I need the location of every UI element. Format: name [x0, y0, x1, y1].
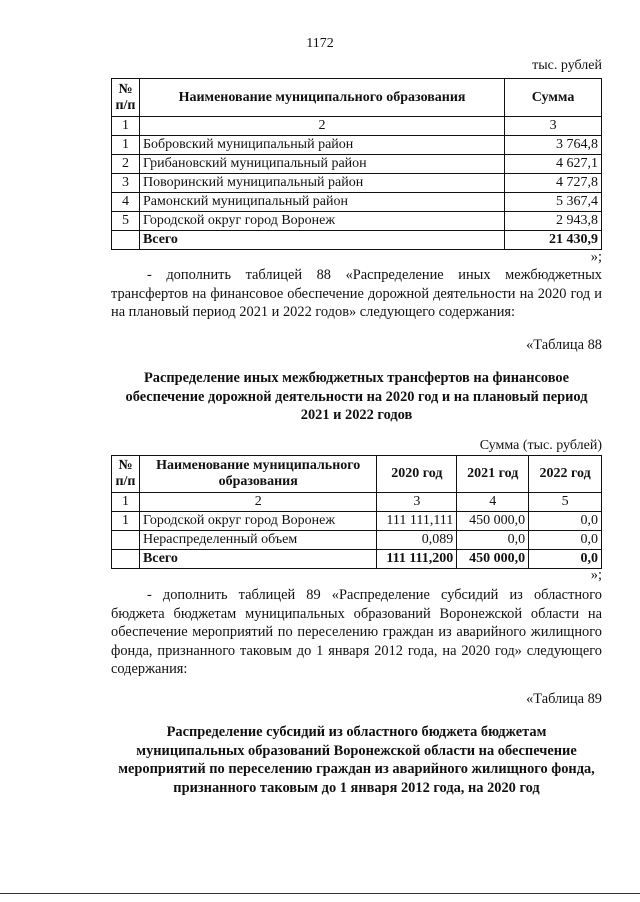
table88-closing: »;: [590, 567, 602, 583]
table1-total-row: [112, 231, 602, 250]
row-2021: 450 000,0: [457, 512, 529, 531]
table1: [111, 78, 602, 250]
table89-title: Распределение субсидий из областного бюджета бюджетам муниципальных образований Воронежской области на обеспечение мероприятий по переселению граждан из аварийного жилищного фонда, признанного таковым до 1 января 2012 года, на 2020 год: [118, 724, 595, 796]
index-cell: 5: [529, 493, 602, 512]
table-row: [112, 193, 602, 212]
total-2020: 111 111,200: [377, 550, 457, 569]
table-row: [112, 512, 602, 531]
row-name: Городской округ город Воронеж: [139, 212, 504, 231]
row-name: Бобровский муниципальный район: [139, 136, 504, 155]
row-num: 2: [112, 155, 140, 174]
row-name: Грибановский муниципальный район: [139, 155, 504, 174]
total-2021: 450 000,0: [457, 550, 529, 569]
index-cell: 3: [505, 117, 602, 136]
row-num: [112, 531, 140, 550]
row-num: 5: [112, 212, 140, 231]
table1-index-row: [112, 117, 602, 136]
table-row: [112, 155, 602, 174]
table89-label: «Таблица 89: [526, 691, 602, 707]
total-label: Всего: [139, 231, 504, 250]
row-name: Поворинский муниципальный район: [139, 174, 504, 193]
row-2022: 0,0: [529, 512, 602, 531]
row-sum: 4 627,1: [505, 155, 602, 174]
row-2020: 111 111,111: [377, 512, 457, 531]
table88-header: [112, 456, 602, 493]
index-cell: 2: [139, 493, 376, 512]
row-2021: 0,0: [457, 531, 529, 550]
index-cell: 1: [112, 117, 140, 136]
table-row: [112, 531, 602, 550]
row-name: Рамонский муниципальный район: [139, 193, 504, 212]
index-cell: 2: [139, 117, 504, 136]
table88-index-row: [112, 493, 602, 512]
table88-label: «Таблица 88: [526, 337, 602, 353]
row-name: Городской округ город Воронеж: [139, 512, 376, 531]
index-cell: 4: [457, 493, 529, 512]
row-num: 3: [112, 174, 140, 193]
table88-unit: Сумма (тыс. рублей): [479, 438, 602, 453]
table-row: [112, 212, 602, 231]
total-sum: 21 430,9: [505, 231, 602, 250]
header-2021: 2021 год: [457, 456, 529, 493]
header-num: № п/п: [112, 79, 140, 117]
row-2020: 0,089: [377, 531, 457, 550]
table1-header: [112, 79, 602, 117]
row-sum: 2 943,8: [505, 212, 602, 231]
header-name: Наименование муниципального образования: [139, 79, 504, 117]
row-num: 1: [112, 136, 140, 155]
row-num: 4: [112, 193, 140, 212]
header-2020: 2020 год: [377, 456, 457, 493]
total-label: Всего: [139, 550, 376, 569]
paragraph-table88: - дополнить таблицей 88 «Распределение иных межбюджетных трансфертов на финансовое обеспечение дорожной деятельности на 2020 год и на плановый период 2021 и 2022 годов» следующего содержания:: [111, 267, 602, 321]
page-number: 1172: [306, 36, 334, 51]
table-row: [112, 136, 602, 155]
header-sum: Сумма: [505, 79, 602, 117]
row-sum: 3 764,8: [505, 136, 602, 155]
table1-closing: »;: [590, 249, 602, 265]
row-num: 1: [112, 512, 140, 531]
row-2022: 0,0: [529, 531, 602, 550]
row-sum: 4 727,8: [505, 174, 602, 193]
table88-title: Распределение иных межбюджетных трансфертов на финансовое обеспечение дорожной деятельности на 2020 год и на плановый период 2021 и 2022 годов: [125, 370, 588, 424]
paragraph-table89: - дополнить таблицей 89 «Распределение субсидий из областного бюджета бюджетам муниципальных образований Воронежской области на обеспечение мероприятий по переселению граждан из аварийного жилищного фонда, признанного таковым до 1 января 2012 года, на 2020 год» следующего содержания:: [111, 587, 602, 678]
row-sum: 5 367,4: [505, 193, 602, 212]
page-bottom-divider: [0, 893, 640, 894]
index-cell: 3: [377, 493, 457, 512]
table1-unit: тыс. рублей: [532, 58, 602, 73]
header-2022: 2022 год: [529, 456, 602, 493]
table88-total-row: [112, 550, 602, 569]
header-num: № п/п: [112, 456, 140, 493]
table-row: [112, 174, 602, 193]
index-cell: 1: [112, 493, 140, 512]
total-2022: 0,0: [529, 550, 602, 569]
header-name: Наименование муниципального образования: [139, 456, 376, 493]
row-name: Нераспределенный объем: [139, 531, 376, 550]
table88: [111, 455, 602, 569]
